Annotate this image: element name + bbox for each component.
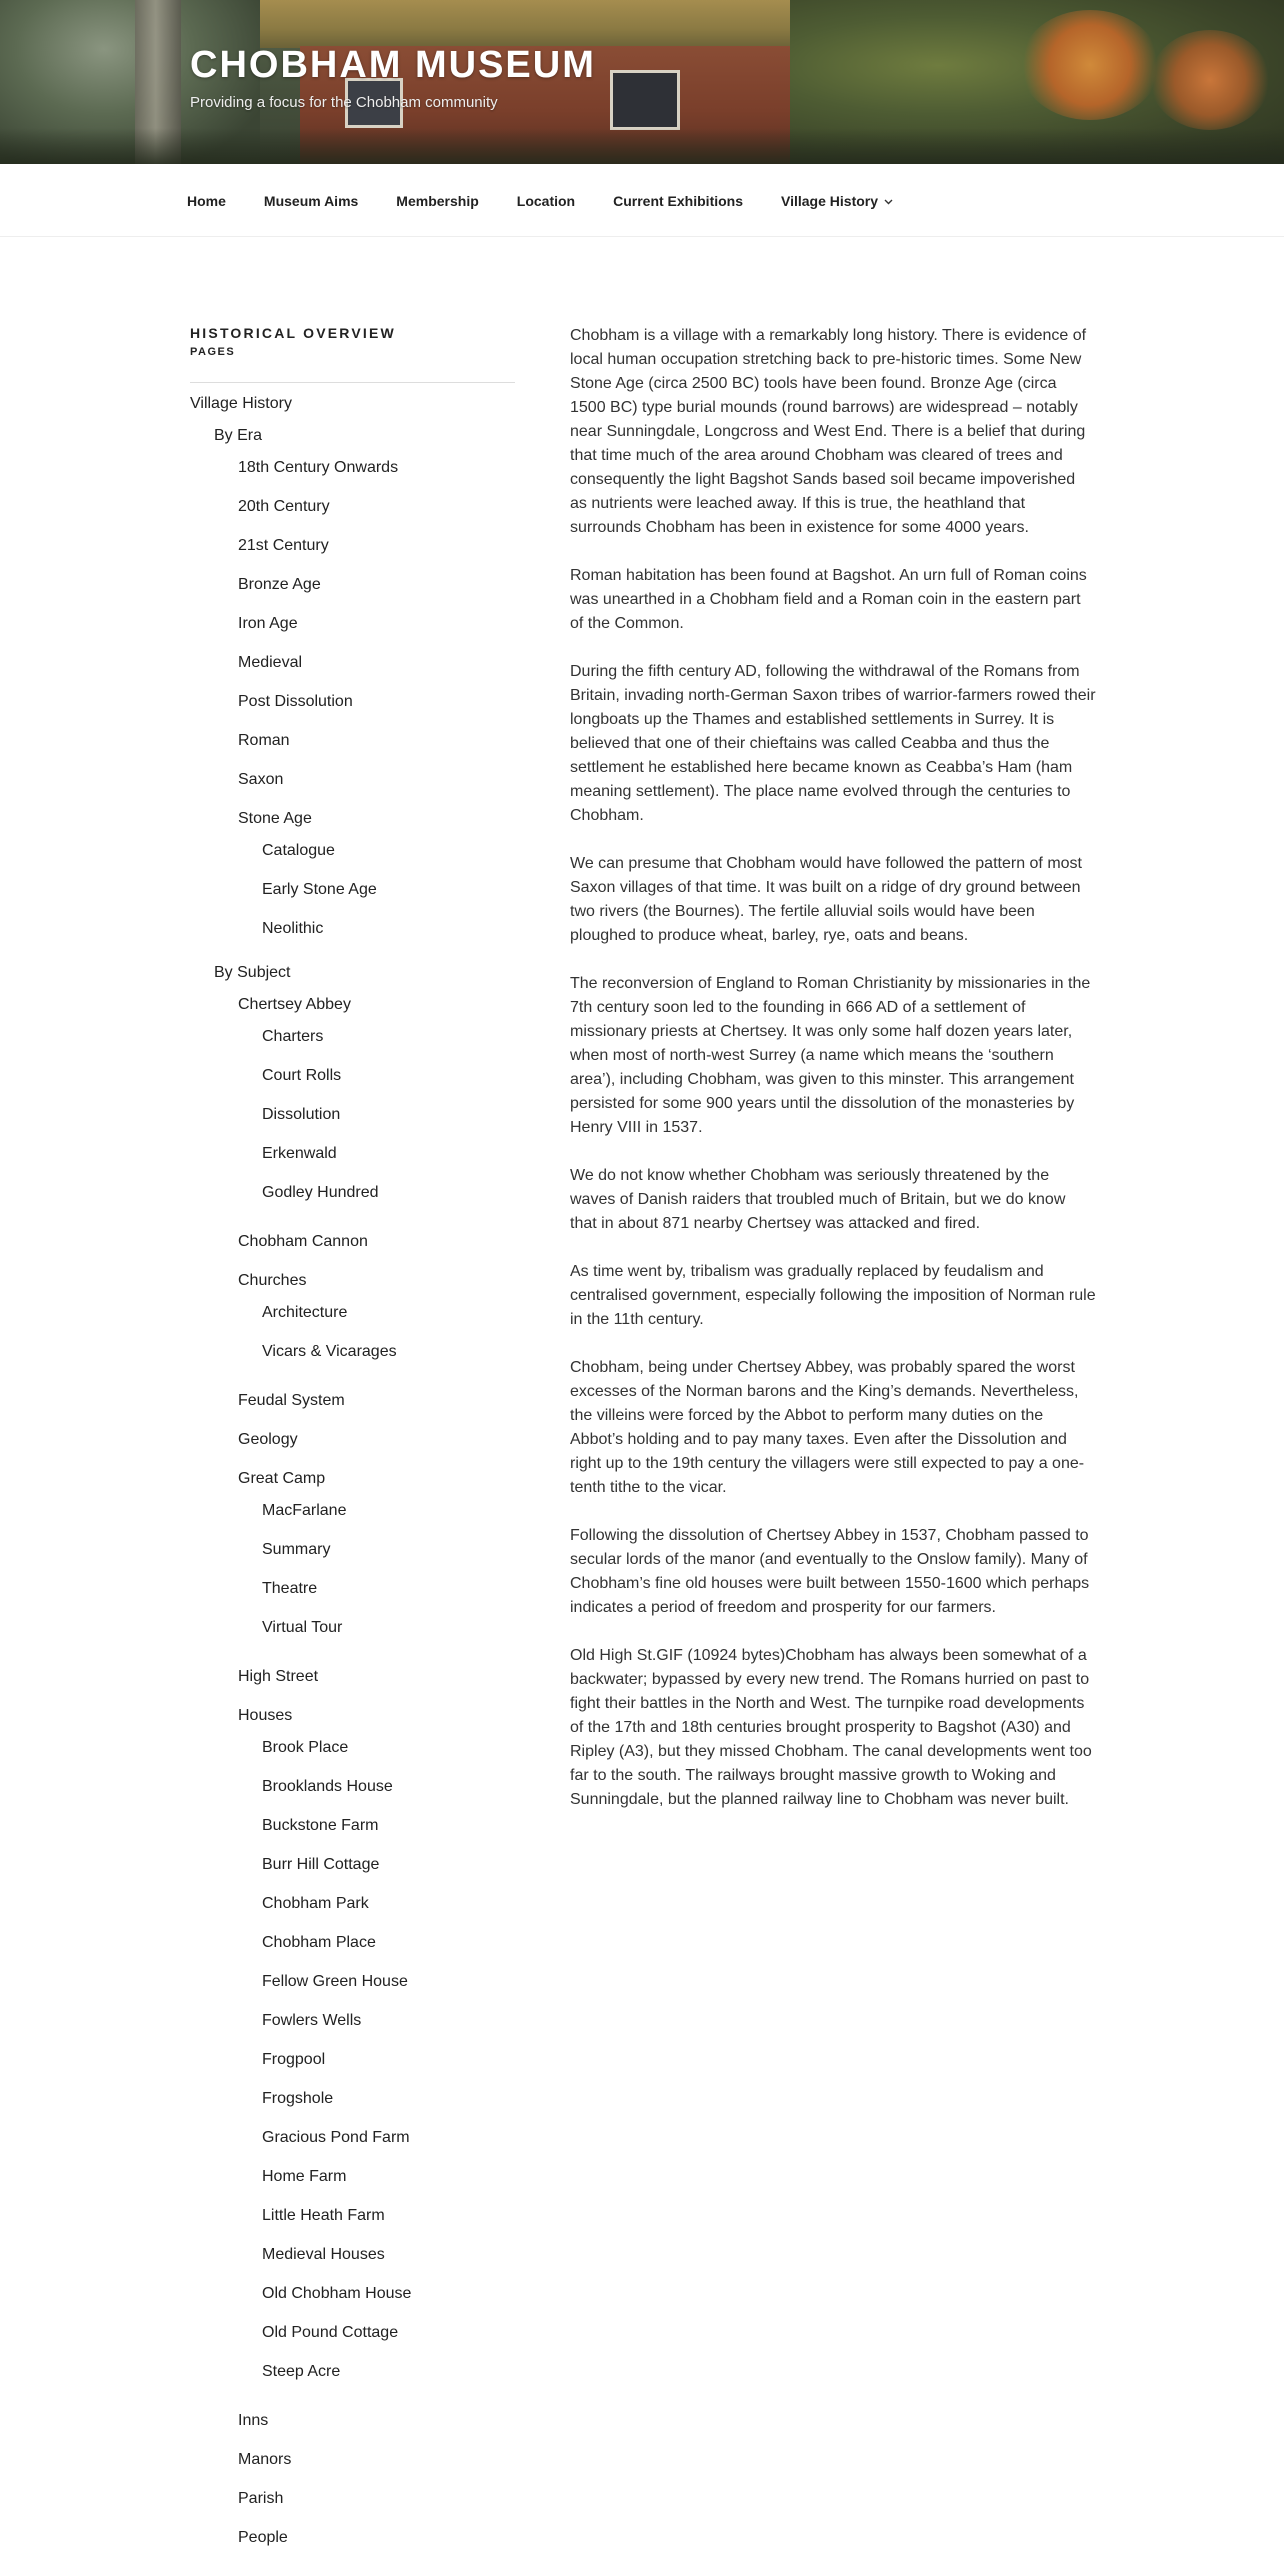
tree-link[interactable]: Great Camp: [238, 1470, 326, 1487]
content-paragraph: Chobham, being under Chertsey Abbey, was probably spared the worst excesses of the Norman barons and the King’s demands. Nevertheless, the villeins were forced by the Abbot to perform many duties on the Abbot’s holding and to pay many taxes. Even after the Dissolution and right up to the 19th century the villagers were still expected to pay a one-tenth tithe to the vicar.: [570, 1359, 1085, 1496]
tree-link[interactable]: Iron Age: [238, 615, 298, 632]
sidebar: [190, 325, 515, 2549]
tree-link[interactable]: Dissolution: [262, 1106, 341, 1123]
tree-item-stone-age: [214, 791, 515, 950]
header-image-window: [610, 70, 680, 130]
tree-item: [214, 596, 515, 635]
tree-link[interactable]: Chobham Park: [262, 1895, 369, 1912]
tree-link[interactable]: 21st Century: [238, 537, 329, 554]
tree-item: [214, 752, 515, 791]
tree-item: [214, 1214, 515, 1253]
tree-item: [238, 2071, 515, 2110]
page-tree: [190, 393, 515, 2549]
tree-link[interactable]: 18th Century Onwards: [238, 459, 399, 476]
tree-link[interactable]: MacFarlane: [262, 1502, 347, 1519]
tree-link[interactable]: Roman: [238, 732, 290, 749]
tree-link[interactable]: Feudal System: [238, 1392, 345, 1409]
tree-item: [214, 713, 515, 752]
tree-children-by-subject: [214, 984, 515, 2549]
tree-item: [214, 2432, 515, 2471]
content-paragraph: Roman habitation has been found at Bagshot. An urn full of Roman coins was unearthed in a Chobham field and a Roman coin in the eastern part of the Common.: [570, 567, 1087, 632]
tree-link[interactable]: Early Stone Age: [262, 881, 377, 898]
tree-item: [238, 1048, 515, 1087]
content-paragraph: We do not know whether Chobham was seriously threatened by the waves of Danish raiders that troubled much of Britain, but we do know that in about 871 nearby Chertsey was attacked and fired.: [570, 1167, 1066, 1232]
widget-subtitle: PAGES: [190, 346, 236, 358]
tree-link[interactable]: Buckstone Farm: [262, 1817, 379, 1834]
tree-item: [214, 1373, 515, 1412]
tree-item: [238, 1600, 515, 1639]
tree-link[interactable]: High Street: [238, 1668, 319, 1685]
tree-item-churches: [214, 1253, 515, 1373]
site-header: [0, 0, 1284, 164]
content-paragraph: Chobham is a village with a remarkably long history. There is evidence of local human occupation stretching back to pre-historic times. Some New Stone Age (circa 2500 BC) tools have been found. Bronze Age (circa 1500 BC) type burial mounds (round barrows) are widespread – notably near Sunningdale, Longcross and West End. There is a belief that during that time much of the area around Chobham was cleared of trees and consequently the light Bagshot Sands based soil became impoverished as nutrients were leached away. If this is true, the heathland that surrounds Chobham has been in existence for some 4000 years.: [570, 327, 1087, 536]
widget-title: HISTORICAL OVERVIEW: [190, 325, 396, 341]
tree-children-village-history: [190, 415, 515, 2549]
main-navigation: [0, 164, 1284, 237]
tree-item: [238, 1292, 515, 1324]
tree-item: [214, 518, 515, 557]
tree-link[interactable]: Brook Place: [262, 1739, 349, 1756]
tree-link[interactable]: Houses: [238, 1707, 293, 1724]
tree-link[interactable]: Gracious Pond Farm: [262, 2129, 410, 2146]
tree-link[interactable]: Charters: [262, 1028, 324, 1045]
content-paragraph: Following the dissolution of Chertsey Abbey in 1537, Chobham passed to secular lords of the manor (and eventually to the Onslow family). Many of Chobham’s fine old houses were built between 1550-1600 which perhaps indicates a period of freedom and prosperity for our farmers.: [570, 1527, 1090, 1616]
tree-link[interactable]: Churches: [238, 1272, 307, 1289]
tree-link[interactable]: Vicars & Vicarages: [262, 1343, 397, 1360]
tree-children-stone-age: [238, 830, 515, 950]
tree-children-churches: [238, 1292, 515, 1373]
content-paragraph: During the fifth century AD, following the withdrawal of the Romans from Britain, invading north-German Saxon tribes of warrior-farmers rowed their longboats up the Thames and established settlements in Surrey. It is believed that one of their chieftains was called Ceabba and thus the settlement he established here became known as Ceabba’s Ham (ham meaning settlement). The place name evolved through the centuries to Chobham.: [570, 663, 1096, 824]
nav-item-museum-aims[interactable]: Museum Aims: [263, 192, 359, 209]
tree-item-by-subject: [190, 950, 515, 2549]
tree-link[interactable]: Godley Hundred: [262, 1184, 379, 1201]
tree-link[interactable]: 20th Century: [238, 498, 330, 515]
tree-link-by-era[interactable]: By Era: [214, 427, 263, 444]
tree-item-chertsey-abbey: [214, 984, 515, 1214]
content-paragraph: The reconversion of England to Roman Christianity by missionaries in the 7th century soon led to the founding in 666 AD of a settlement of missionary priests at Chertsey. It was only some half dozen years later, when most of north-west Surrey (a name which means the ‘southern area’), including Chobham, was given to this minster. This arrangement persisted for some 900 years until the dissolution of the monasteries by Henry VIII in 1537.: [570, 975, 1091, 1136]
tree-item: [238, 1727, 515, 1759]
tree-item: [214, 2393, 515, 2432]
nav-item-home[interactable]: Home: [187, 192, 226, 209]
tree-link[interactable]: Manors: [238, 2451, 292, 2468]
tree-link[interactable]: Chobham Place: [262, 1934, 376, 1951]
tree-link[interactable]: Old Pound Cottage: [262, 2324, 399, 2341]
nav-item-current-exhibitions[interactable]: Current Exhibitions: [613, 192, 744, 209]
tree-link[interactable]: Fellow Green House: [262, 1973, 408, 1990]
tree-item: [238, 862, 515, 901]
tree-item: [238, 1490, 515, 1522]
tree-item: [238, 2305, 515, 2344]
tree-item: [238, 1087, 515, 1126]
header-image-roof: [260, 0, 820, 48]
nav-item-village-history[interactable]: [762, 193, 912, 209]
content-paragraph: We can presume that Chobham would have followed the pattern of most Saxon villages of that time. It was built on a ridge of dry ground between two rivers (the Bournes). The fertile alluvial soils would have been ploughed to produce wheat, barley, rye, oats and beans.: [570, 855, 1082, 944]
tree-item: [238, 2227, 515, 2266]
tree-item: [238, 1126, 515, 1165]
header-image-hedge: [0, 128, 1284, 164]
tree-item: [238, 1759, 515, 1798]
main-content: [570, 324, 1096, 1836]
tree-link[interactable]: Medieval: [238, 654, 303, 671]
tree-link[interactable]: Old Chobham House: [262, 2285, 412, 2302]
tree-link[interactable]: Erkenwald: [262, 1145, 337, 1162]
tree-item: [238, 1915, 515, 1954]
chevron-down-icon[interactable]: [884, 197, 893, 208]
tree-link[interactable]: Brooklands House: [262, 1778, 393, 1795]
content-paragraph: Old High St.GIF (10924 bytes)Chobham has always been somewhat of a backwater; bypassed by every new trend. The Romans hurried on past to fight their battles in the North and West. The turnpike road developments of the 17th and 18th centuries brought prosperity to Bagshot (A30) and Ripley (A3), but they missed Chobham. The canal developments went too far to the south. The railways brought massive growth to Woking and Sunningdale, but the planned railway line to Chobham was never built.: [570, 1647, 1092, 1808]
tree-item-houses: [214, 1688, 515, 2393]
tree-item: [238, 1165, 515, 1204]
tree-link[interactable]: Little Heath Farm: [262, 2207, 385, 2224]
nav-item-membership[interactable]: Membership: [396, 192, 479, 209]
tree-children-houses: [238, 1727, 515, 2393]
tree-item: [238, 901, 515, 940]
tree-link[interactable]: Parish: [238, 2490, 284, 2507]
nav-item-location[interactable]: Location: [516, 192, 576, 209]
tree-item: [238, 1993, 515, 2032]
tree-link[interactable]: Medieval Houses: [262, 2246, 385, 2263]
tree-item: [214, 1649, 515, 1688]
tree-item: [214, 557, 515, 596]
tree-link-village-history[interactable]: Village History: [190, 395, 292, 412]
tree-link[interactable]: People: [238, 2529, 288, 2546]
tree-link[interactable]: Inns: [238, 2412, 269, 2429]
tree-children-by-era: [214, 447, 515, 950]
tree-link[interactable]: Geology: [238, 1431, 298, 1448]
tree-item: [214, 635, 515, 674]
tree-item: [214, 1412, 515, 1451]
tree-item: [238, 1561, 515, 1600]
nav-item-village-history-label[interactable]: Village History: [781, 192, 879, 209]
tree-link[interactable]: Frogpool: [262, 2051, 326, 2068]
tree-item: [214, 2510, 515, 2549]
tree-link[interactable]: Post Dissolution: [238, 693, 353, 710]
tree-link[interactable]: Stone Age: [238, 810, 312, 827]
tree-link[interactable]: Fowlers Wells: [262, 2012, 362, 2029]
tree-item: [238, 1016, 515, 1048]
tree-item-village-history: [190, 393, 515, 2549]
tree-item: [238, 2266, 515, 2305]
header-image-autumn-foliage: [1150, 30, 1270, 130]
tree-link-by-subject[interactable]: By Subject: [214, 964, 291, 981]
tree-link[interactable]: Burr Hill Cottage: [262, 1856, 380, 1873]
tree-item-great-camp: [214, 1451, 515, 1649]
tree-item-by-era: [190, 415, 515, 950]
tree-link[interactable]: Summary: [262, 1541, 331, 1558]
tree-link[interactable]: Court Rolls: [262, 1067, 342, 1084]
tree-children-chertsey-abbey: [238, 1016, 515, 1214]
tree-item: [238, 2110, 515, 2149]
tree-item: [238, 2188, 515, 2227]
tree-link[interactable]: Home Farm: [262, 2168, 347, 2185]
site-title[interactable]: CHOBHAM MUSEUM: [190, 44, 596, 86]
tree-item: [214, 674, 515, 713]
tree-link[interactable]: Virtual Tour: [262, 1619, 343, 1636]
tree-link[interactable]: Theatre: [262, 1580, 318, 1597]
tree-item: [238, 1798, 515, 1837]
tree-item: [238, 1876, 515, 1915]
tree-link[interactable]: Catalogue: [262, 842, 335, 859]
tree-link[interactable]: Frogshole: [262, 2090, 334, 2107]
tree-item: [238, 2032, 515, 2071]
tree-item: [238, 2344, 515, 2383]
tree-item: [238, 830, 515, 862]
tree-item: [214, 2471, 515, 2510]
tree-link[interactable]: Steep Acre: [262, 2363, 341, 2380]
tree-link[interactable]: Chertsey Abbey: [238, 996, 351, 1013]
nav-menu: [168, 164, 912, 237]
tree-item: [238, 2149, 515, 2188]
tree-item: [214, 447, 515, 479]
content-paragraph: As time went by, tribalism was gradually replaced by feudalism and centralised government, especially following the imposition of Norman rule in the 11th century.: [570, 1263, 1096, 1328]
tree-link[interactable]: Saxon: [238, 771, 284, 788]
site-description: Providing a focus for the Chobham community: [190, 94, 498, 111]
tree-link[interactable]: Architecture: [262, 1304, 348, 1321]
tree-item: [238, 1324, 515, 1363]
tree-item: [238, 1837, 515, 1876]
tree-link[interactable]: Neolithic: [262, 920, 324, 937]
tree-link[interactable]: Chobham Cannon: [238, 1233, 368, 1250]
tree-children-great-camp: [238, 1490, 515, 1649]
tree-link[interactable]: Bronze Age: [238, 576, 321, 593]
tree-item: [214, 479, 515, 518]
tree-item: [238, 1522, 515, 1561]
widget-divider: [190, 382, 515, 383]
tree-item: [238, 1954, 515, 1993]
header-image-autumn-foliage: [1020, 10, 1160, 120]
